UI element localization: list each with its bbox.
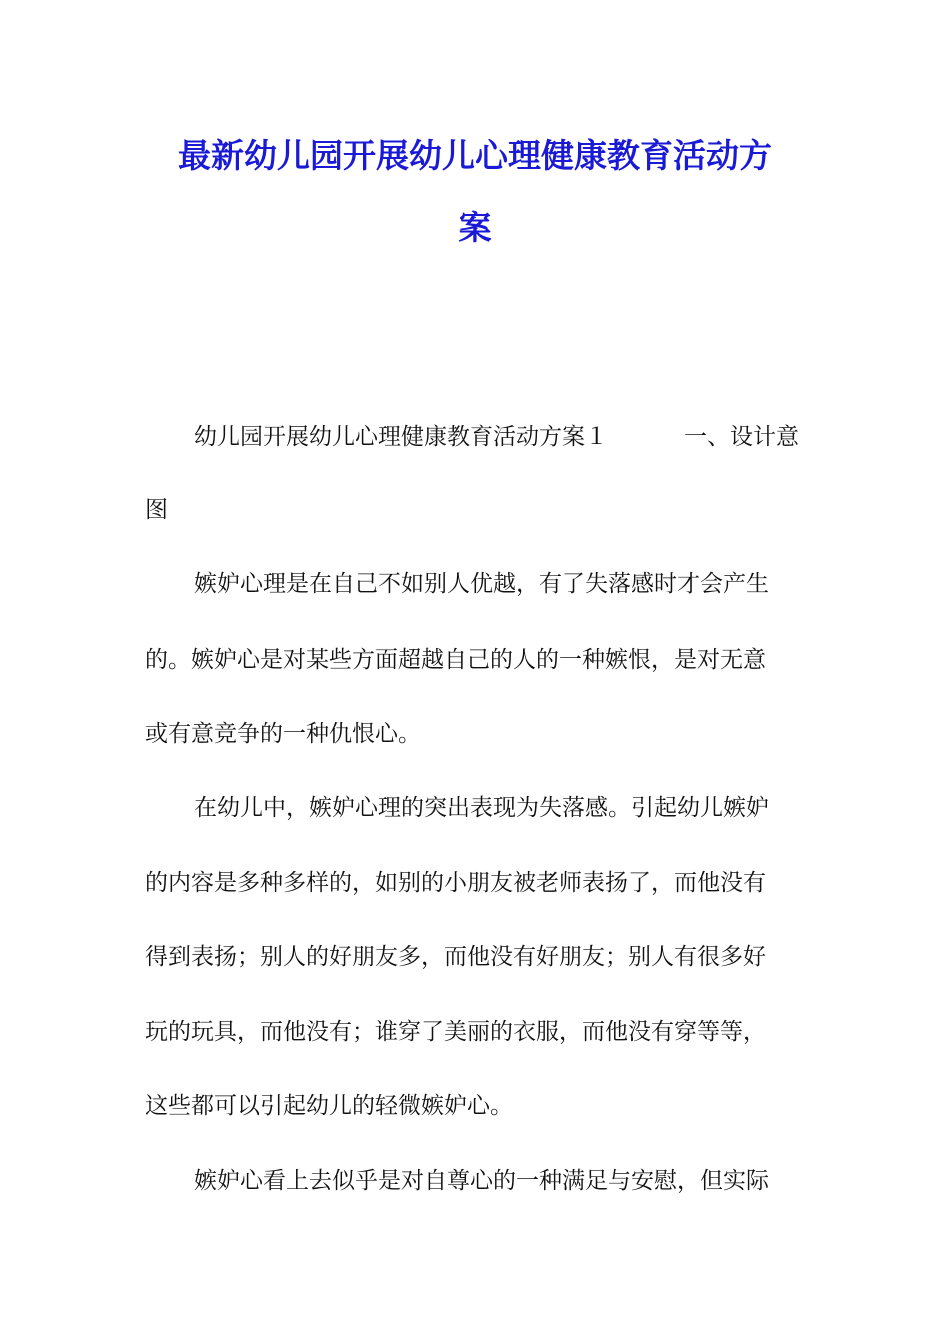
body-text-line: 或有意竞争的一种仇恨心。 bbox=[145, 721, 421, 747]
body-text-line: 玩的玩具，而他没有；谁穿了美丽的衣服，而他没有穿等等， bbox=[145, 1019, 766, 1045]
body-text-line: 这些都可以引起幼儿的轻微嫉妒心。 bbox=[145, 1093, 513, 1119]
body-text-line: 得到表扬；别人的好朋友多，而他没有好朋友；别人有很多好 bbox=[145, 944, 766, 970]
document-title: 最新幼儿园开展幼儿心理健康教育活动方 bbox=[178, 136, 772, 175]
body-text-line: 图 bbox=[145, 497, 168, 523]
section-heading-design-intent: 一、设计意 bbox=[684, 424, 799, 450]
body-text-line: 的内容是多种多样的，如别的小朋友被老师表扬了，而他没有 bbox=[145, 870, 766, 896]
body-text-line: 嫉妒心看上去似乎是对自尊心的一种满足与安慰，但实际 bbox=[194, 1168, 769, 1194]
document-title-continued: 案 bbox=[458, 208, 492, 247]
section-heading-line: 幼儿园开展幼儿心理健康教育活动方案１ bbox=[194, 424, 608, 450]
body-text-line: 嫉妒心理是在自己不如别人优越，有了失落感时才会产生 bbox=[194, 571, 769, 597]
body-text-line: 的。嫉妒心是对某些方面超越自己的人的一种嫉恨，是对无意 bbox=[145, 647, 766, 673]
body-text-line: 在幼儿中，嫉妒心理的突出表现为失落感。引起幼儿嫉妒 bbox=[194, 795, 769, 821]
